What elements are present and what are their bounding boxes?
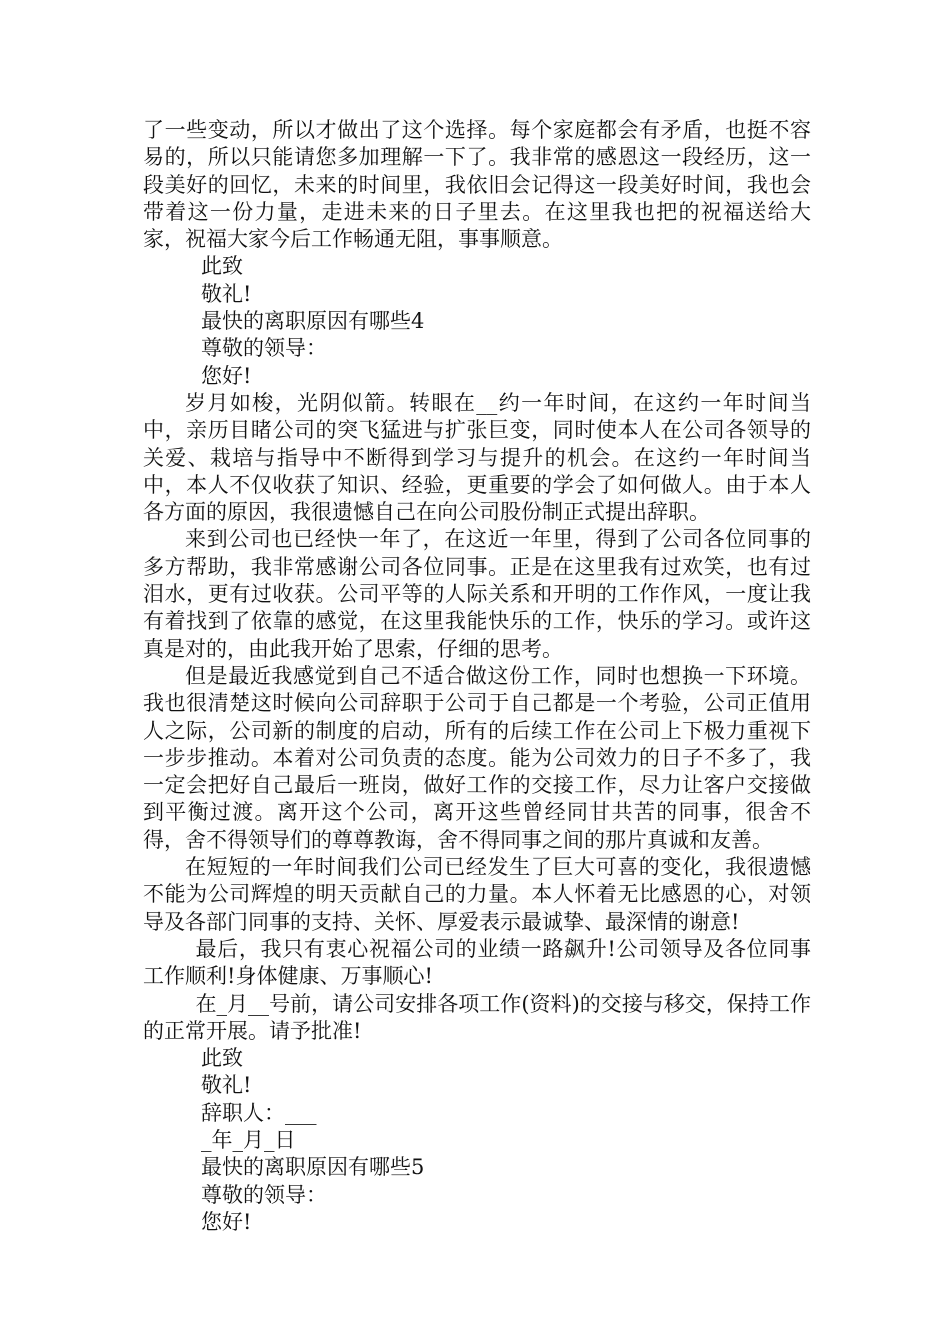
paragraph-body: 最后，我只有衷心祝福公司的业绩一路飙升!公司领导及各位同事工作顺利!身体健康、万事顺心! (143, 936, 811, 989)
section-heading-5: 最快的离职原因有哪些5 (201, 1155, 425, 1180)
closing-regards: 敬礼! (201, 281, 252, 306)
closing-salutation: 此致 (201, 1046, 243, 1071)
paragraph-body: 来到公司也已经快一年了，在这近一年里，得到了公司各位同事的多方帮助，我非常感谢公司各位同事。正是在这里我有过欢笑，也有过泪水，更有过收获。公司平等的人际关系和开明的工作作风，一度让我有着找到了依靠的感觉，在这里我能快乐的工作，快乐的学习。或许这真是对的，由此我开始了思索，仔细的思考。 (143, 527, 811, 661)
addressee: 尊敬的领导： (201, 1182, 327, 1207)
paragraph-body: 但是最近我感觉到自己不适合做这份工作，同时也想换一下环境。我也很清楚这时候向公司辞职于公司于自己都是一个考验，公司正值用人之际，公司新的制度的启动，所有的后续工作在公司上下极力重视下一步步推动。本着对公司负责的态度。能为公司效力的日子不多了，我一定会把好自己最后一班岗，做好工作的交接工作，尽力让客户交接做到平衡过渡。离开这个公司，离开这些曾经同甘共苦的同事，很舍不得，舍不得领导们的尊尊教诲，舍不得同事之间的那片真诚和友善。 (143, 663, 811, 852)
document-body (143, 117, 811, 1236)
closing-salutation: 此致 (201, 254, 243, 279)
date-line: _年_月_日 (201, 1127, 296, 1152)
section-heading-4: 最快的离职原因有哪些4 (201, 309, 425, 334)
addressee: 尊敬的领导： (201, 336, 327, 361)
greeting: 您好! (201, 363, 252, 388)
greeting: 您好! (201, 1209, 252, 1234)
signature-line: 辞职人：___ (201, 1100, 317, 1125)
paragraph-body: 在短短的一年时间我们公司已经发生了巨大可喜的变化，我很遗憾不能为公司辉煌的明天贡献自己的力量。本人怀着无比感恩的心，对领导及各部门同事的支持、关怀、厚爱表示最诚挚、最深情的谢意! (143, 855, 811, 934)
paragraph-continuation: 了一些变动，所以才做出了这个选择。每个家庭都会有矛盾，也挺不容易的，所以只能请您多加理解一下了。我非常的感恩这一段经历，这一段美好的回忆，未来的时间里，我依旧会记得这一段美好时间，我也会带着这一份力量，走进未来的日子里去。在这里我也把的祝福送给大家，祝福大家今后工作畅通无阻，事事顺意。 (143, 118, 811, 252)
closing-regards: 敬礼! (201, 1073, 252, 1098)
paragraph-body: 在_月__号前，请公司安排各项工作(资料)的交接与移交，保持工作的正常开展。请予批准! (143, 991, 811, 1043)
paragraph-body: 岁月如梭，光阴似箭。转眼在__约一年时间，在这约一年时间当中，亲历目睹公司的突飞猛进与扩张巨变，同时使本人在公司各领导的关爱、栽培与指导中不断得到学习与提升的机会。在这约一年时间当中，本人不仅收获了知识、经验，更重要的学会了如何做人。由于本人各方面的原因，我很遗憾自己在向公司股份制正式提出辞职。 (143, 390, 811, 525)
